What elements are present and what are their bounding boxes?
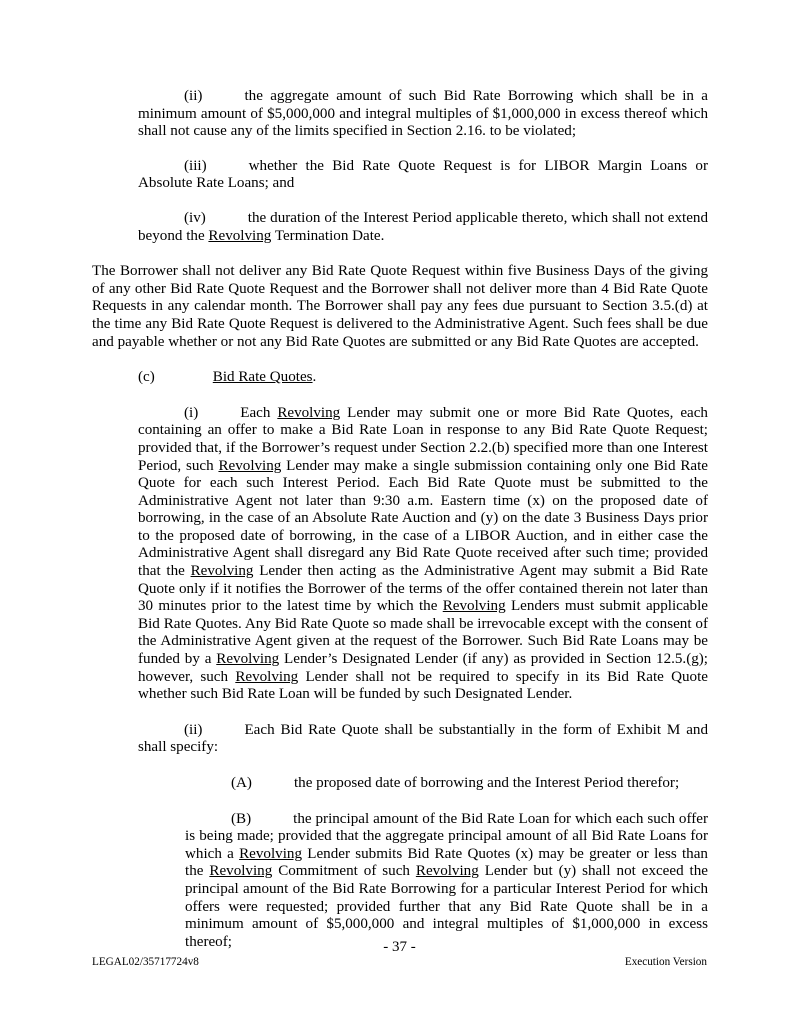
clause-item-A	[185, 775, 708, 793]
clause-heading-label: Bid Rate Quotes	[212, 369, 313, 386]
page-footer	[92, 955, 707, 969]
clause-item-iv	[138, 210, 708, 245]
clause-text-seg6: Lender’s Designated Lender (if any) as provided in Section 12.5.(g); however, such	[138, 651, 709, 685]
defined-term-revolving: Revolving	[209, 863, 273, 880]
paragraph-gap	[92, 351, 708, 369]
clause-marker-iii: (iii)	[184, 157, 207, 174]
clause-marker-c: (c)	[138, 369, 155, 386]
clause-text-iii: whether the Bid Rate Quote Request is for LIBOR Margin Loans or Absolute Rate Loans; and	[138, 157, 708, 192]
clause-item-ii	[138, 88, 708, 141]
clause-text-B-seg3: Commitment of such	[272, 863, 416, 880]
clause-heading-c	[138, 369, 708, 387]
paragraph-gap	[92, 793, 708, 811]
clause-item-iii	[138, 158, 708, 193]
clause-text-seg2: Lender may submit one or more Bid Rate Quotes, each containing an offer to make a Bid Rate Loan in response to any Bid Rate Quote Request; provided that, if the Borrower’s request under Section 2.2.(b) specified more than one Interest Period, such	[138, 404, 708, 474]
defined-term-revolving: Revolving	[277, 404, 341, 421]
clause-marker-c-i: (i)	[184, 404, 199, 421]
clause-item-B	[185, 811, 708, 952]
clause-text-B-seg1: the principal amount of the Bid Rate Loan for which each such offer is being made; provided that the aggregate principal amount of all Bid Rate Loans for which a	[185, 810, 708, 862]
paragraph-gap	[92, 387, 708, 405]
borrower-paragraph: The Borrower shall not deliver any Bid Rate Quote Request within five Business Days of the giving of any other Bid Rate Quote Request and the Borrower shall not deliver more than 4 Bid Rate Quote Requests in any calendar month. The Borrower shall pay any fees due pursuant to Section 3.5.(d) at the time any Bid Rate Quote Request is delivered to the Administrative Agent. Such fees shall be due and payable whether or not any Bid Rate Quotes are submitted or any Bid Rate Quotes are accepted.	[92, 263, 708, 350]
footer-version-label: Execution Version	[624, 956, 707, 968]
clause-item-c-ii	[138, 722, 708, 757]
defined-term-revolving: Revolving	[216, 651, 280, 668]
clause-marker-B: (B)	[231, 810, 252, 827]
defined-term-revolving: Revolving	[442, 598, 506, 615]
paragraph-gap	[92, 141, 708, 158]
clause-text-seg1: Each	[240, 404, 278, 421]
defined-term-revolving: Revolving	[239, 845, 302, 862]
paragraph-gap	[92, 757, 708, 775]
clause-heading-period: .	[312, 369, 317, 386]
paragraph-gap	[92, 245, 708, 263]
clause-text-ii: the aggregate amount of such Bid Rate Borrowing which shall be in a minimum amount of $5,000,000 and integral multiples of $1,000,000 in excess thereof which shall not cause any of the limits specified in Section 2.16. to be violated;	[138, 88, 708, 140]
clause-text-seg3: Lender may make a single submission containing only one Bid Rate Quote for each such Interest Period. Each Bid Rate Quote must be submitted to the Administrative Agent not later than 9:30 a.m. Eastern time (x) on the proposed date of borrowing, in the case of an Absolute Rate Auction and (y) on the date 3 Business Days prior to the proposed date of borrowing, in the case of a LIBOR Auction, and in either case the Administrative Agent shall disregard any Bid Rate Quote received after such time; provided that the	[138, 457, 708, 580]
footer-document-id: LEGAL02/35717724v8	[92, 956, 199, 968]
clause-text-seg7: Lender shall not be required to specify in its Bid Rate Quote whether such Bid Rate Loan will be funded by such Designated Lender.	[138, 668, 708, 703]
page-body	[92, 88, 708, 951]
defined-term-revolving: Revolving	[415, 863, 479, 880]
clause-text-B-seg2: Lender submits Bid Rate Quotes (x) may be greater or less than the	[185, 845, 708, 880]
clause-item-c-i	[138, 405, 708, 704]
clause-marker-iv: (iv)	[184, 209, 206, 226]
clause-text-B-seg4: Lender but (y) shall not exceed the principal amount of the Bid Rate Borrowing for a particular Interest Period for which offers were requested; provided further that any Bid Rate Quote shall be in a minimum amount of $5,000,000 and integral multiples of $1,000,000 in excess thereof;	[185, 863, 708, 950]
clause-marker-ii: (ii)	[184, 88, 203, 104]
clause-text-seg4: Lender then acting as the Administrative Agent may submit a Bid Rate Quote only if it notifies the Borrower of the terms of the offer contained therein not later than 30 minutes prior to the latest time by which the	[138, 563, 708, 615]
clause-marker-A: (A)	[231, 775, 252, 791]
paragraph-gap	[92, 704, 708, 722]
clause-text-iv-before: the duration of the Interest Period applicable thereto, which shall not extend beyond the	[138, 209, 708, 244]
defined-term-revolving: Revolving	[190, 563, 254, 580]
clause-text-seg5: Lenders must submit applicable Bid Rate Quotes. Any Bid Rate Quote so made shall be irrevocable except with the consent of the Administrative Agent given at the request of the Borrower. Such Bid Rate Loans may be funded by a	[138, 598, 708, 668]
clause-marker-c-ii: (ii)	[184, 721, 203, 738]
clause-text-iv-after: Termination Date.	[271, 227, 385, 244]
page-number: - 37 -	[383, 939, 416, 955]
defined-term-revolving: Revolving	[218, 457, 282, 474]
clause-text-c-ii: Each Bid Rate Quote shall be substantially in the form of Exhibit M and shall specify:	[138, 721, 708, 756]
paragraph-gap	[92, 193, 708, 210]
defined-term-revolving: Revolving	[208, 227, 272, 244]
defined-term-revolving: Revolving	[235, 668, 299, 685]
clause-text-A: the proposed date of borrowing and the Interest Period therefor;	[293, 775, 680, 791]
